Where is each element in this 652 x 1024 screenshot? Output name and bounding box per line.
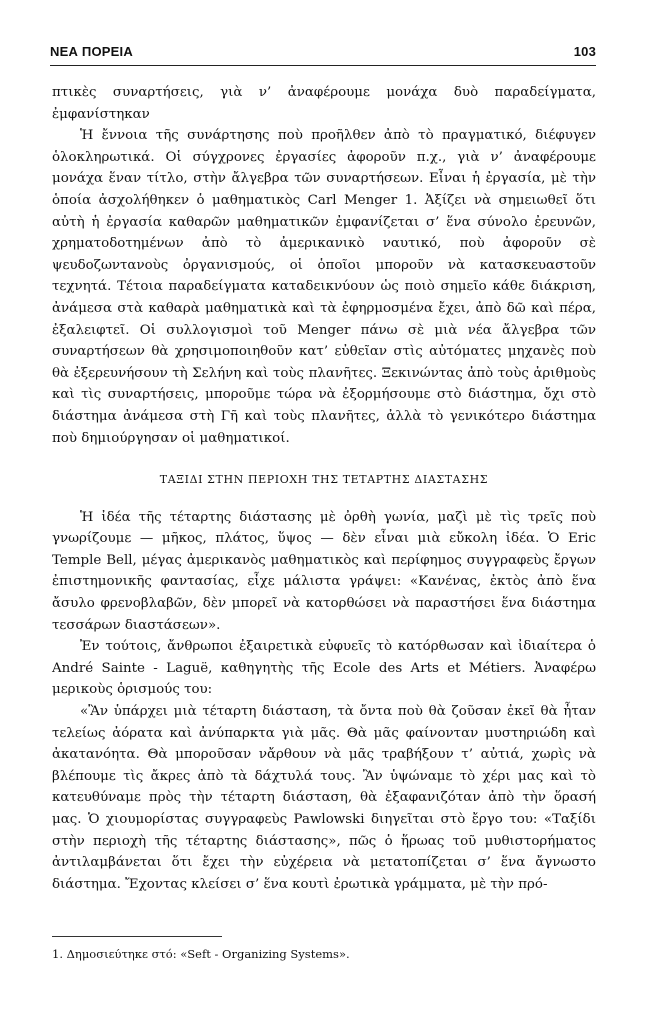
section-heading: ΤΑΞΙΔΙ ΣΤΗΝ ΠΕΡΙΟΧΗ ΤΗΣ ΤΕΤΑΡΤΗΣ ΔΙΑΣΤΑΣΗΣ [159,473,489,487]
page-number: 103 [573,44,596,59]
paragraph: Ἡ ἰδέα τῆς τέταρτης διάστασης μὲ ὀρθὴ γωνία, μαζὶ μὲ τὶς τρεῖς ποὺ γνωρίζουμε — μῆκος, πλάτος, ὕψος — δὲν εἶναι μιὰ εὔκολη ἰδέα. Ὁ Eric Temple Bell, μέγας ἀμερικανὸς μαθηματικὸς καὶ περίφημος συγγραφεὺς ἔργων ἐπιστημονικῆς φαντασίας, εἶχε μάλιστα γράψει: «Κανένας, ἐκτὸς ἀπὸ ἕνα ἄσυλο φρενοβλαβῶν, δὲν μπορεῖ νὰ κατορθώσει νὰ παραστήσει ἕνα διάστημα τεσσάρων διαστάσεων». [52,509,596,633]
running-head [50,44,596,59]
header-rule [50,65,596,66]
body-text [52,82,596,895]
paragraph: Ἡ ἔννοια τῆς συνάρτησης ποὺ προῆλθεν ἀπὸ τὸ πραγματικό, διέφυγεν ὁλοκληρωτικά. Οἱ σύγχρονες ἐργασίες ἀφοροῦν π.χ., γιὰ ν’ ἀναφέρουμε μονάχα ἕναν τίτλο, στὴν ἄλγεβρα τῶν συναρτήσεων. Εἶναι ἡ ἐργασία, μὲ τὴν ὁποία ἀσχολήθηκεν ὁ μαθηματικὸς Carl Menger 1. Ἀξίζει νὰ σημειωθεῖ ὅτι αὐτὴ ἡ ἐργασία καθαρῶν μαθηματικῶν ἐμφανίζεται σ’ ἕνα σύνολο ἐρευνῶν, χρηματοδοτημένων ἀπὸ τὸ ἀμερικανικὸ ναυτικό, ποὺ ἀφοροῦν σὲ ψευδοζωντανοὺς ὀργανισμούς, οἱ ὁποῖοι μποροῦν νὰ κατασκευαστοῦν τεχνητά. Τέτοια παραδείγματα καταδεικνύουν ὡς ποιὸ σημεῖο κάθε διάκριση, ἀνάμεσα στὰ καθαρὰ μαθηματικὰ καὶ τὰ ἐφηρμοσμένα ἔχει, ἀπὸ δῶ καὶ πέρα, ἐξαλειφτεῖ. Οἱ συλλογισμοὶ τοῦ Menger πάνω σὲ μιὰ νέα ἄλγεβρα τῶν συναρτήσεων θὰ χρησιμοποιηθοῦν κατ’ εὐθεῖαν στὶς αὐτόματες μηχανὲς ποὺ θὰ ἐξερευνήσουν τὴ Σελήνη καὶ τοὺς πλανῆτες. Ξεκινώντας ἀπὸ τοὺς ἀριθμοὺς καὶ τὶς συναρτήσεις, μποροῦμε τώρα νὰ ἐξορμήσουμε στὸ διάστημα, ὄχι στὸ διάστημα ἀνάμεσα στὴ Γῆ καὶ τοὺς πλανῆτες, ἀλλὰ τὸ γενικότερο διάστημα ποὺ δημιούργησαν οἱ μαθηματικοί. [52,128,596,446]
journal-title: ΝΕΑ ΠΟΡΕΙΑ [50,44,133,59]
footnote: 1. Δημοσιεύτηκε στό: «Seft - Organizing Systems». [52,947,350,961]
quote-paragraph: «Ἂν ὑπάρχει μιὰ τέταρτη διάσταση, τὰ ὄντα ποὺ θὰ ζοῦσαν ἐκεῖ θὰ ἦταν τελείως ἀόρατα καὶ ἀνύπαρκτα γιὰ μᾶς. Θὰ μᾶς φαίνονταν μυστηριώδη καὶ ἀκατανόητα. Θὰ μποροῦσαν νἄρθουν νὰ μᾶς τραβήξουν τ’ αὐτιά, χωρὶς νὰ βλέπουμε τὶς ἄκρες ἀπὸ τὰ δάχτυλά τους. Ἂν ὑψώναμε τὸ χέρι μας καὶ τὸ κατευθύναμε πρὸς τὴν τέταρτη διάσταση, θὰ ἐξαφανιζόταν ἀπὸ τὴν ὅρασή μας. Ὁ χιουμορίστας συγγραφεὺς Pawlowski διηγεῖται στὸ ἔργο του: «Ταξίδι στὴν περιοχὴ τῆς τέταρτης διάστασης», πῶς ὁ ἥρωας τοῦ μυθιστορήματος ἀντιλαμβάνεται ὅτι ἔχει τὴν εὐχέρεια νὰ μετατοπίζεται σ’ ἕνα ἄγνωστο διάστημα. Ἔχοντας κλείσει σ’ ἕνα κουτὶ ἐρωτικὰ γράμματα, μὲ τὴν πρό- [52,704,596,892]
paragraph: πτικὲς συναρτήσεις, γιὰ ν’ ἀναφέρουμε μονάχα δυὸ παραδείγματα, ἐμφανίστηκαν [52,85,596,122]
paragraph: Ἐν τούτοις, ἄνθρωποι ἐξαιρετικὰ εὐφυεῖς τὸ κατόρθωσαν καὶ ἰδιαίτερα ὁ André Sainte - Laguë, καθηγητὴς τῆς Ecole des Arts et Métiers. Ἀναφέρω μερικοὺς ὁρισμούς του: [52,639,596,698]
footnote-rule [52,936,222,937]
